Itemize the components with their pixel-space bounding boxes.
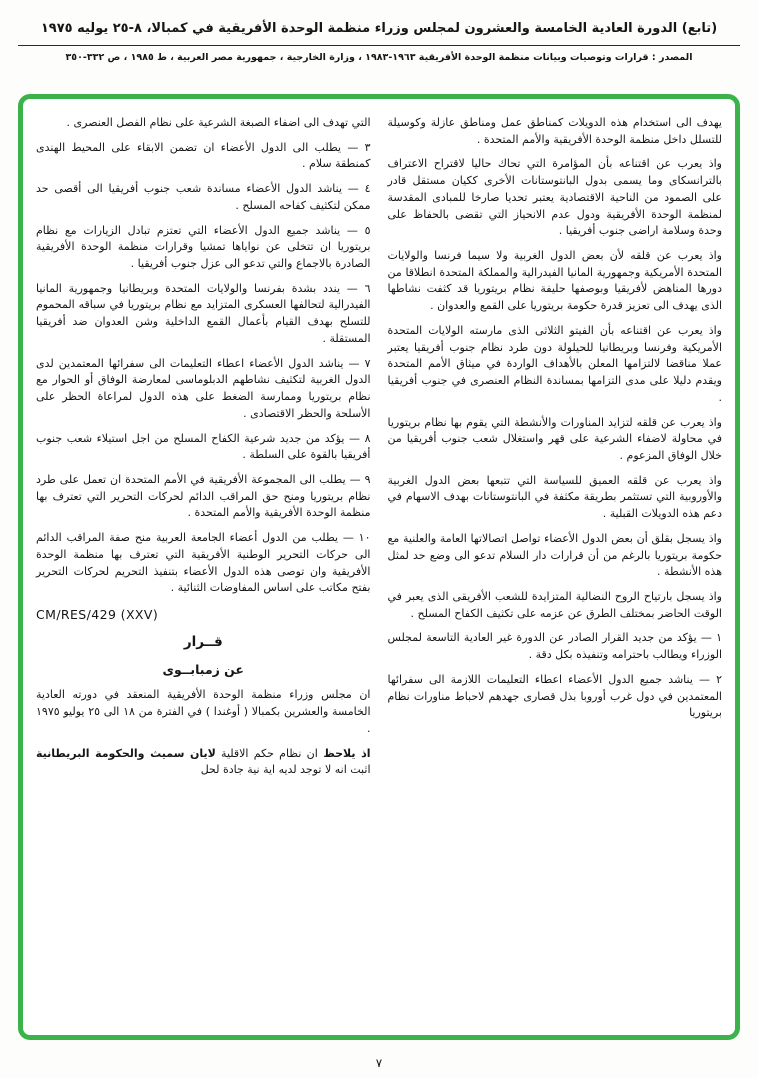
- closing-middle: ان نظام حكم الاقلية: [215, 746, 318, 760]
- numbered-paragraph-8: ٨ — يؤكد من جديد شرعية الكفاح المسلح من اجل استيلاء شعب جنوب أفريقيا بالقوة على السلطة .: [36, 431, 371, 462]
- numbered-paragraph-3: ٣ — يطلب الى الدول الأعضاء ان تضمن الابقاء على المحيط الهندى كمنطقة سلام .: [36, 140, 371, 171]
- left-column: [36, 115, 371, 1027]
- paragraph: واذ يسجل بارتياح الروح النضالية المتزايدة للشعب الأفريقى الذى يعبر في الوقت الحاضر بمختلف الطرق عن عزمه على تكثيف الكفاح المسلح .: [387, 589, 722, 620]
- numbered-paragraph-6: ٦ — يندد بشدة بفرنسا والولايات المتحدة وبريطانيا وجمهورية المانيا الفيدرالية لتحالفها العسكرى المتزايد مع نظام بريتوريا في سباقه المحموم للتسلح بهدف القيام بأعمال القمع الداخلية وشن العدوان ضد أفريقيا المستقلة .: [36, 281, 371, 345]
- paragraph: واذ يعرب عن قلقه العميق للسياسة التي تتبعها بعض الدول الغربية والأوروبية التي تستثمر بطريقة مكثفة في البانتوستانات بهدف الاسهام في دعم هذه الدويلات القبلية .: [387, 473, 722, 521]
- numbered-paragraph-2: ٢ — يناشد جميع الدول الأعضاء اعطاء التعليمات اللازمة الى سفرائها المعتمدين في دول غرب أوروبا بذل قصارى جهدهم لاحباط مناورات نظام بريتوريا: [387, 672, 722, 720]
- right-column: [388, 115, 723, 1027]
- closing-bold: لايان سميث والحكومة البريطانية: [36, 746, 216, 760]
- page-number: ٧: [375, 1056, 383, 1070]
- numbered-paragraph-5: ٥ — يناشد جميع الدول الأعضاء التي تعتزم تبادل الزيارات مع نظام بريتوريا ان تتخلى عن نواياها تمشيا وقرارات منظمة الوحدة الأفريقية الصادرة بالاجماع والتي تدعو الى عزل جنوب أفريقيا .: [36, 223, 371, 271]
- numbered-paragraph-7: ٧ — يناشد الدول الأعضاء اعطاء التعليمات الى سفرائها المعتمدين لدى الدول الغربية لتكثيف نشاطهم الدبلوماسى لمعارضة الوفاق أو الحوار مع نظام بريتوريا وممارسة الضغط على هذه الدول لمراعاة الحظر على الأسلحة والحظر الاقتصادى .: [36, 356, 371, 420]
- numbered-paragraph-9: ٩ — يطلب الى المجموعة الأفريقية في الأمم المتحدة ان تعمل على طرد نظام بريتوريا ومنح حق المراقب الدائم لحركات التحرير التي تعترف بها منظمة الوحدة الأفريقية والأمم المتحدة .: [36, 472, 371, 520]
- resolution-closing: [36, 746, 371, 779]
- numbered-paragraph-10: ١٠ — يطلب من الدول أعضاء الجامعة العربية منح صفة المراقب الدائم الى حركات التحرير الوطنية الأفريقية التي تعترف بها منظمة الوحدة الأفريقية وان توصى هذه الدول الأعضاء بتنفيذ التحريم لحركات التحرير بفتح مكاتب على اساس المفاوضات الثنائية .: [36, 531, 371, 595]
- paragraph: واذ يسجل بقلق أن بعض الدول الأعضاء تواصل اتصالاتها العامة والعلنية مع حكومة بريتوريا بالرغم من أن قرارات دار السلام تدعو الى وضع حد لمثل هذه الأنشطة .: [387, 531, 722, 579]
- resolution-reference: CM/RES/429 (XXV): [36, 606, 159, 622]
- resolution-heading: قــرار: [183, 633, 223, 650]
- resolution-preamble: ان مجلس وزراء منظمة الوحدة الأفريقية المنعقد في دورته العادية الخامسة والعشرين بكمبالا ( أوغندا ) في الفترة من ١٨ الى ٢٥ يوليو ١٩٧٥ .: [36, 688, 371, 735]
- text-columns: [36, 115, 722, 1027]
- page-header: [0, 0, 758, 64]
- paragraph: واذ يعرب عن اقتناعه بأن الفيتو الثلاثى الذى مارسته الولايات المتحدة الأمريكية وفرنسا وبريطانيا للحيلولة دون طرد نظام جنوب أفريقيا يعتبر عملا مناقضا لالتزامها المعلن بالأهداف الواردة في ميثاق الأمم المتحدة ويقدم دليلا على مدى التزامها بمساندة النظام العنصرى في جنوب أفريقيا .: [387, 323, 722, 404]
- paragraph: التي تهدف الى اضفاء الصبغة الشرعية على نظام الفصل العنصرى .: [66, 116, 371, 129]
- numbered-paragraph-4: ٤ — يناشد الدول الأعضاء مساندة شعب جنوب أفريقيا الى أقصى حد ممكن لتكثيف كفاحه المسلح .: [36, 182, 371, 212]
- closing-tail: اثبت انه لا توجد لديه اية نية جادة لحل: [200, 763, 371, 777]
- paragraph: واذ يعرب عن اقتناعه بأن المؤامرة التي تحاك حاليا لاقتراح الاعتراف بالترانسكاى وما يسمى بدول البانتوستانات الأخرى ككيان مستقل قادر على الصمود من الناحية الاقتصادية يعتبر تحديا صارخا للمبادى المقدسة لمنظمة الوحدة الأفريقية ودول عدم الانحياز التي تقضى بالحفاظ على وحدة وسلامة اراضى جنوب أفريقيا .: [387, 157, 722, 238]
- header-divider: [18, 45, 740, 46]
- closing-lead: اذ يلاحظ: [317, 746, 371, 760]
- numbered-paragraph-1: ١ — يؤكد من جديد القرار الصادر عن الدورة غير العادية التاسعة لمجلس الوزراء ويطالب باحترامه وتنفيذه بكل دقة .: [387, 631, 722, 662]
- paragraph: واذ يعرب عن قلقه لتزايد المناورات والأنشطة التي يقوم بها نظام بريتوريا في محاولة لاضفاء الشرعية على قهر واستغلال شعب جنوب أفريقيا من خلال الوفاق المزعوم .: [387, 415, 722, 462]
- source-line: المصدر : قرارات وتوصيات وبيانات منظمة الوحدة الأفريقية ١٩٦٣-١٩٨٣ ، وزارة الخارجية ، جمهورية مصر العربية ، ط ١٩٨٥ ، ص ٣٣٢-٣٥٠: [65, 52, 693, 64]
- green-frame: [18, 94, 740, 1040]
- document-title: (تابع) الدورة العادية الخامسة والعشرون لمجلس وزراء منظمة الوحدة الأفريقية في كمبالا، ٨-٢٥ يوليه ١٩٧٥: [40, 21, 718, 36]
- paragraph: واذ يعرب عن قلقه لأن بعض الدول الغربية ولا سيما فرنسا والولايات المتحدة الأمريكية وجمهورية المانيا الفيدرالية والمملكة المتحدة انطلاقا من دورها المناهض لأفريقيا وبوصفها حليفة نظام بريتوريا قد كثفت نشاطها الذى يهدف الى تعزيز قدرة حكومة بريتوريا على القمع والعدوان .: [387, 249, 722, 313]
- paragraph: يهدف الى استخدام هذه الدويلات كمناطق عمل ومناطق عازلة وكوسيلة للتسلل داخل منظمة الوحدة الأفريقية والأمم المتحدة .: [387, 116, 722, 146]
- resolution-subject: عن زمبابــوى: [162, 662, 244, 678]
